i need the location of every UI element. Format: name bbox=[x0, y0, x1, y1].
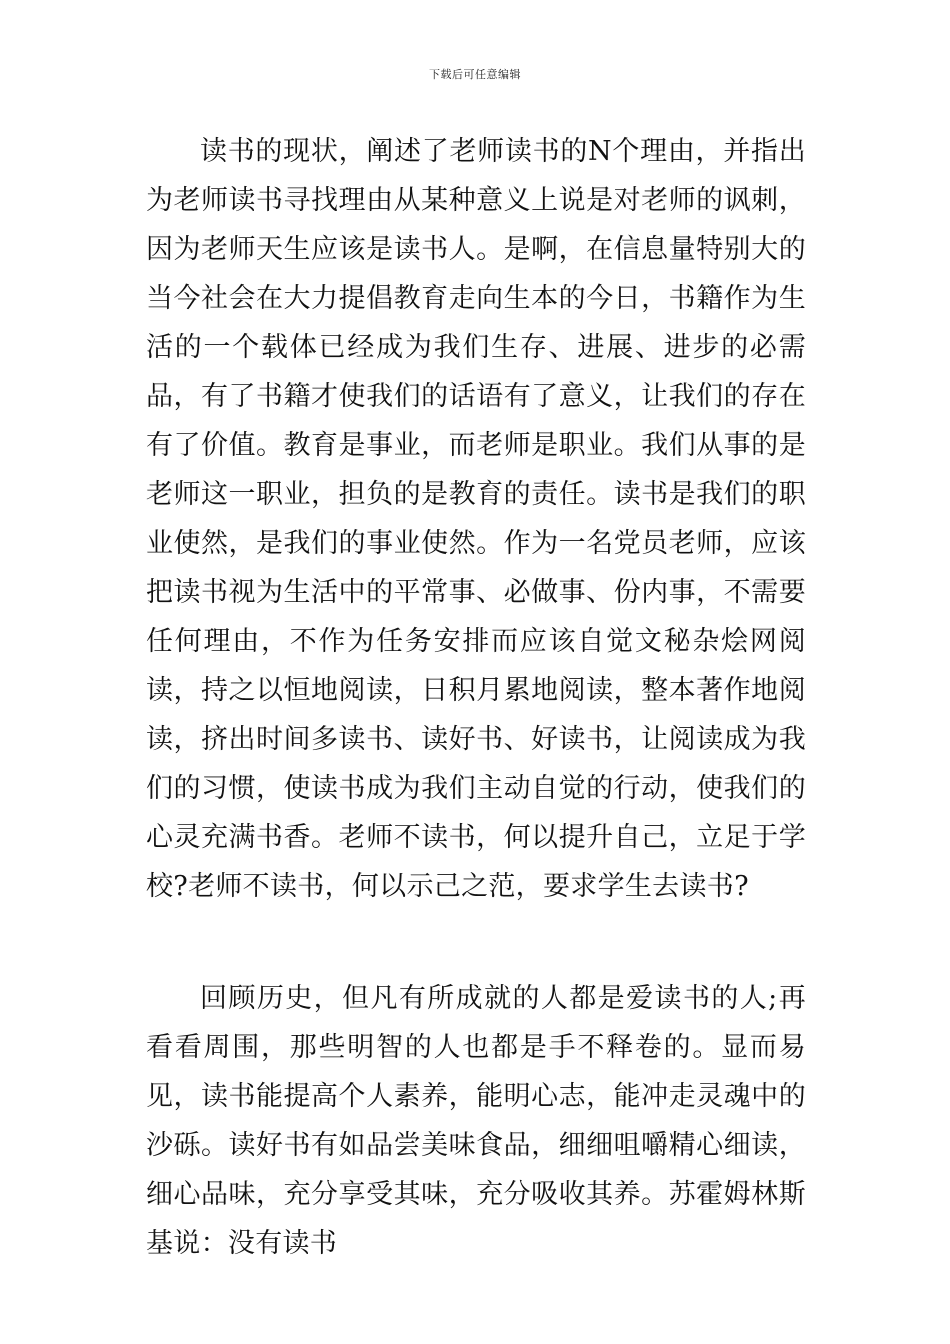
header-note: 下载后可任意编辑 bbox=[429, 68, 521, 81]
paragraph-block-2 bbox=[146, 974, 806, 1268]
paragraph-block-1 bbox=[146, 127, 806, 911]
paragraph-text: 回顾历史，但凡有所成就的人都是爱读书的人;再看看周围，那些明智的人也都是手不释卷的。显而易见，读书能提高个人素养，能明心志，能冲走灵魂中的沙砾。读好书有如品尝美味食品，细细咀嚼精心细读，细心品味，充分享受其味，充分吸收其养。苏霍姆林斯基说：没有读书 bbox=[146, 983, 806, 1259]
paragraph-text: 读书的现状，阐述了老师读书的N个理由，并指出为老师读书寻找理由从某种意义上说是对老师的讽刺，因为老师天生应该是读书人。是啊，在信息量特别大的当今社会在大力提倡教育走向生本的今日，书籍作为生活的一个载体已经成为我们生存、进展、进步的必需品，有了书籍才使我们的话语有了意义，让我们的存在有了价值。教育是事业，而老师是职业。我们从事的是老师这一职业，担负的是教育的责任。读书是我们的职业使然，是我们的事业使然。作为一名党员老师，应该把读书视为生活中的平常事、必做事、份内事，不需要任何理由，不作为任务安排而应该自觉文秘杂烩网阅读，持之以恒地阅读，日积月累地阅读，整本著作地阅读，挤出时间多读书、读好书、好读书，让阅读成为我们的习惯，使读书成为我们主动自觉的行动，使我们的心灵充满书香。老师不读书，何以提升自己，立足于学校?老师不读书，何以示己之范，要求学生去读书? bbox=[146, 136, 806, 902]
